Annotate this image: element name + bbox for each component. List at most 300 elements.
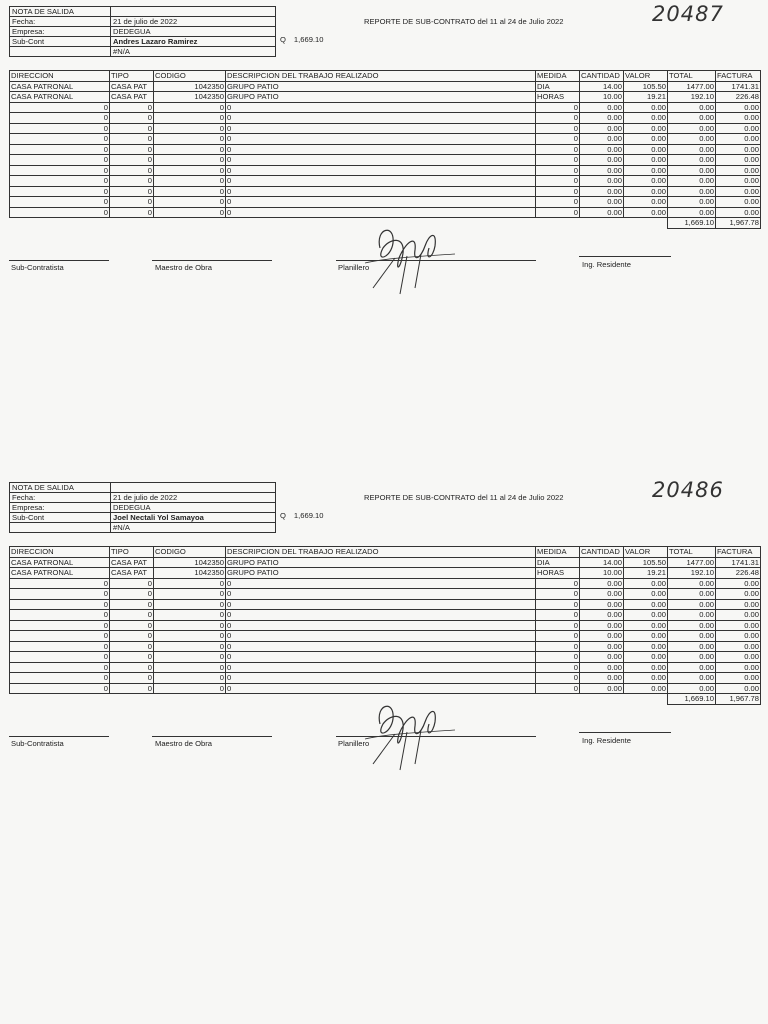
table-cell: DIA (536, 557, 580, 568)
table-cell: 0 (536, 673, 580, 684)
table-cell: 0.00 (716, 186, 761, 197)
signature-label: Planillero (338, 263, 370, 272)
table-cell: 0 (226, 102, 536, 113)
column-header: DESCRIPCION DEL TRABAJO REALIZADO (226, 547, 536, 558)
table-cell: 0.00 (580, 165, 624, 176)
table-cell: 0 (536, 197, 580, 208)
table-cell: 0.00 (668, 631, 716, 642)
table-cell: 1042350 (154, 568, 226, 579)
work-table (9, 70, 761, 229)
table-cell: 0.00 (624, 197, 668, 208)
table-cell: 0.00 (624, 599, 668, 610)
table-row (10, 631, 761, 642)
table-cell: 0 (154, 589, 226, 600)
table-cell: CASA PAT (110, 81, 154, 92)
table-cell: 0 (536, 578, 580, 589)
table-cell: 0 (10, 620, 110, 631)
table-cell: 0 (226, 186, 536, 197)
table-cell: 0 (10, 599, 110, 610)
table-cell: 0 (110, 662, 154, 673)
header-value: DEDEGUA (111, 503, 276, 513)
table-cell: 0.00 (624, 176, 668, 187)
table-cell: 0 (110, 176, 154, 187)
table-cell: 0.00 (624, 620, 668, 631)
table-cell: 0 (226, 123, 536, 134)
total-sum: 1,669.10 (668, 218, 716, 229)
table-cell: 0 (536, 631, 580, 642)
column-header: FACTURA (716, 71, 761, 82)
table-cell: 0 (154, 197, 226, 208)
table-cell: 0.00 (668, 102, 716, 113)
header-label (10, 47, 111, 57)
header-row (10, 523, 276, 533)
signature-label: Ing. Residente (582, 736, 631, 745)
table-cell: 0.00 (580, 662, 624, 673)
signature-line (152, 736, 272, 737)
table-cell: 0.00 (624, 186, 668, 197)
table-cell: 0.00 (668, 599, 716, 610)
table-cell: 0.00 (668, 620, 716, 631)
table-cell: 0 (110, 144, 154, 155)
signature-label: Sub-Contratista (11, 263, 64, 272)
table-cell: 0 (536, 176, 580, 187)
table-cell: 0.00 (624, 610, 668, 621)
table-cell: 0 (10, 123, 110, 134)
header-label: Empresa: (10, 27, 111, 37)
table-cell: 0.00 (624, 113, 668, 124)
header-value: #N/A (111, 523, 276, 533)
table-cell: 0.00 (580, 134, 624, 145)
column-header: DESCRIPCION DEL TRABAJO REALIZADO (226, 71, 536, 82)
header-value (111, 7, 276, 17)
header-row (10, 47, 276, 57)
table-cell: 192.10 (668, 92, 716, 103)
table-cell: 0.00 (580, 641, 624, 652)
table-cell: CASA PAT (110, 92, 154, 103)
table-cell: 0 (10, 631, 110, 642)
table-row (10, 165, 761, 176)
table-row (10, 186, 761, 197)
table-cell: 0 (536, 123, 580, 134)
table-cell: 0.00 (716, 102, 761, 113)
table-cell: 0 (536, 683, 580, 694)
table-cell: 0 (110, 652, 154, 663)
table-cell: 0 (110, 123, 154, 134)
table-cell: 0 (10, 144, 110, 155)
table-row (10, 113, 761, 124)
table-cell: 0 (110, 155, 154, 166)
table-cell: 0 (110, 102, 154, 113)
table-cell: 0.00 (668, 176, 716, 187)
amount-line (280, 35, 323, 44)
table-cell: 0 (536, 186, 580, 197)
table-cell: 0 (10, 641, 110, 652)
header-label: Sub-Cont (10, 37, 111, 47)
table-cell: 0.00 (668, 610, 716, 621)
header-row (10, 483, 276, 493)
table-cell: 0.00 (580, 186, 624, 197)
table-cell: 14.00 (580, 81, 624, 92)
table-cell: 0 (226, 144, 536, 155)
table-cell: 0 (154, 113, 226, 124)
table-cell: 0 (536, 207, 580, 218)
table-cell: 0 (154, 662, 226, 673)
signature-label: Sub-Contratista (11, 739, 64, 748)
table-cell: 0 (10, 134, 110, 145)
signature-line (152, 260, 272, 261)
signature-label: Ing. Residente (582, 260, 631, 269)
table-cell: 0.00 (668, 144, 716, 155)
table-cell: 0 (226, 155, 536, 166)
table-cell: 0 (110, 186, 154, 197)
column-header: TIPO (110, 547, 154, 558)
table-cell: 0 (226, 197, 536, 208)
table-cell: 0.00 (624, 123, 668, 134)
column-header: MEDIDA (536, 547, 580, 558)
table-cell: 0 (10, 578, 110, 589)
table-cell: 0 (226, 652, 536, 663)
table-cell: 0.00 (580, 610, 624, 621)
table-cell: 0 (110, 631, 154, 642)
table-cell: 0 (10, 662, 110, 673)
table-cell: 0 (10, 610, 110, 621)
table-cell: 14.00 (580, 557, 624, 568)
signature-label: Maestro de Obra (155, 739, 212, 748)
table-cell: 0 (10, 186, 110, 197)
table-cell: 0.00 (668, 207, 716, 218)
column-header: TOTAL (668, 547, 716, 558)
table-row (10, 578, 761, 589)
header-value: Joel Nectali Yol Samayoa (111, 513, 276, 523)
table-cell: 0 (110, 589, 154, 600)
table-cell: 1042350 (154, 92, 226, 103)
table-cell: 0 (110, 197, 154, 208)
table-cell: 0.00 (716, 641, 761, 652)
table-cell: 0 (536, 641, 580, 652)
table-cell: 0.00 (716, 662, 761, 673)
handwritten-signature (355, 218, 465, 298)
header-label: Sub-Cont (10, 513, 111, 523)
table-cell: 0 (226, 662, 536, 673)
table-cell: 0.00 (716, 599, 761, 610)
column-header: VALOR (624, 547, 668, 558)
column-header: TOTAL (668, 71, 716, 82)
table-row (10, 662, 761, 673)
table-cell: 0 (10, 165, 110, 176)
table-cell: HORAS (536, 92, 580, 103)
table-cell: 0.00 (716, 144, 761, 155)
table-cell: 0.00 (716, 165, 761, 176)
table-cell: CASA PATRONAL (10, 557, 110, 568)
header-value: DEDEGUA (111, 27, 276, 37)
header-label (10, 523, 111, 533)
table-cell: 105.50 (624, 557, 668, 568)
column-header: DIRECCION (10, 71, 110, 82)
column-header: CODIGO (154, 71, 226, 82)
table-cell: 0 (226, 599, 536, 610)
table-row (10, 176, 761, 187)
table-header-row (10, 71, 761, 82)
table-cell: 0 (226, 610, 536, 621)
table-cell: 0 (110, 641, 154, 652)
table-cell: 0.00 (624, 144, 668, 155)
table-cell: CASA PAT (110, 557, 154, 568)
table-cell: 0.00 (716, 113, 761, 124)
table-cell: 0 (226, 683, 536, 694)
table-cell: 0.00 (716, 652, 761, 663)
table-cell: 1477.00 (668, 557, 716, 568)
table-cell: 0.00 (624, 207, 668, 218)
table-cell: 0.00 (716, 589, 761, 600)
column-header: CODIGO (154, 547, 226, 558)
table-cell: 0 (536, 144, 580, 155)
table-cell: 10.00 (580, 92, 624, 103)
table-cell: 0 (10, 673, 110, 684)
table-cell: 192.10 (668, 568, 716, 579)
table-cell: 0.00 (716, 673, 761, 684)
header-label: NOTA DE SALIDA (10, 483, 111, 493)
table-cell: 0 (154, 134, 226, 145)
table-row (10, 81, 761, 92)
header-row (10, 27, 276, 37)
table-cell: 0.00 (668, 165, 716, 176)
table-cell: 0 (226, 620, 536, 631)
handwritten-signature (355, 694, 465, 774)
table-cell: 0.00 (580, 652, 624, 663)
table-cell: 1042350 (154, 557, 226, 568)
table-cell: 0 (10, 589, 110, 600)
factura-sum: 1,967.78 (716, 694, 761, 705)
table-cell: 19.21 (624, 92, 668, 103)
table-cell: GRUPO PATIO (226, 557, 536, 568)
table-cell: 0 (536, 155, 580, 166)
table-cell: 0 (154, 599, 226, 610)
header-value: 21 de julio de 2022 (111, 493, 276, 503)
table-cell: 0.00 (716, 176, 761, 187)
table-cell: 0 (536, 589, 580, 600)
table-cell: 0.00 (624, 662, 668, 673)
table-cell: 0 (536, 662, 580, 673)
table-cell: 0.00 (580, 207, 624, 218)
column-header: CANTIDAD (580, 547, 624, 558)
table-cell: 0.00 (668, 673, 716, 684)
table-cell: 0 (226, 631, 536, 642)
header-value: #N/A (111, 47, 276, 57)
table-cell: 0 (226, 578, 536, 589)
table-cell: 0.00 (580, 683, 624, 694)
table-cell: 0 (110, 113, 154, 124)
total-sum: 1,669.10 (668, 694, 716, 705)
table-cell: 0 (226, 165, 536, 176)
header-block (9, 6, 276, 57)
header-label: Fecha: (10, 493, 111, 503)
table-cell: 0 (226, 673, 536, 684)
table-cell: 0.00 (716, 631, 761, 642)
table-cell: 0 (110, 134, 154, 145)
table-cell: 0 (536, 134, 580, 145)
table-cell: 0 (536, 165, 580, 176)
table-cell: 0.00 (668, 155, 716, 166)
table-cell: 0.00 (668, 683, 716, 694)
amount-line (280, 511, 323, 520)
table-cell: 0.00 (716, 197, 761, 208)
table-cell: 10.00 (580, 568, 624, 579)
column-header: DIRECCION (10, 547, 110, 558)
table-cell: 0 (110, 683, 154, 694)
table-cell: 0.00 (580, 673, 624, 684)
table-cell: 0.00 (668, 589, 716, 600)
table-cell: 0 (154, 165, 226, 176)
header-value (111, 483, 276, 493)
table-cell: 0 (10, 176, 110, 187)
table-cell: 0.00 (580, 589, 624, 600)
table-cell: 0 (536, 610, 580, 621)
table-row (10, 620, 761, 631)
table-cell: 0 (154, 186, 226, 197)
table-cell: 226.48 (716, 568, 761, 579)
table-cell: 0 (226, 134, 536, 145)
table-cell: 0 (154, 155, 226, 166)
table-row (10, 589, 761, 600)
table-cell: 0.00 (624, 578, 668, 589)
table-cell: 0.00 (668, 578, 716, 589)
table-cell: 0.00 (716, 620, 761, 631)
table-cell: 0.00 (668, 641, 716, 652)
handwritten-number: 20487 (652, 2, 724, 26)
table-cell: 0.00 (716, 134, 761, 145)
header-value: Andres Lazaro Ramirez (111, 37, 276, 47)
table-cell: 0 (10, 155, 110, 166)
table-cell: 0 (10, 113, 110, 124)
header-row (10, 7, 276, 17)
header-value: 21 de julio de 2022 (111, 17, 276, 27)
table-cell: 0 (10, 652, 110, 663)
signature-label: Maestro de Obra (155, 263, 212, 272)
table-row (10, 557, 761, 568)
table-cell: 19.21 (624, 568, 668, 579)
table-cell: GRUPO PATIO (226, 81, 536, 92)
table-cell: 0 (110, 599, 154, 610)
table-cell: 0 (536, 102, 580, 113)
table-cell: 0 (110, 165, 154, 176)
table-cell: 0 (154, 673, 226, 684)
header-row (10, 503, 276, 513)
currency-symbol: Q (280, 511, 286, 520)
table-cell: 0 (154, 102, 226, 113)
table-cell: CASA PATRONAL (10, 92, 110, 103)
table-cell: CASA PATRONAL (10, 81, 110, 92)
table-cell: 0 (154, 620, 226, 631)
table-cell: 0.00 (716, 123, 761, 134)
signature-line (9, 260, 109, 261)
table-cell: 0.00 (580, 102, 624, 113)
table-cell: 0 (110, 620, 154, 631)
table-cell: 0.00 (668, 113, 716, 124)
table-cell: 226.48 (716, 92, 761, 103)
table-cell: 0.00 (668, 662, 716, 673)
table-cell: 0.00 (624, 652, 668, 663)
table-cell: 0 (110, 207, 154, 218)
table-cell: 0.00 (624, 631, 668, 642)
table-cell: 0 (226, 113, 536, 124)
table-row (10, 683, 761, 694)
column-header: VALOR (624, 71, 668, 82)
table-cell: 0 (154, 578, 226, 589)
table-cell: 0 (110, 610, 154, 621)
report-sheet (0, 0, 768, 330)
table-row (10, 673, 761, 684)
table-row (10, 92, 761, 103)
table-cell: 0.00 (624, 641, 668, 652)
table-row (10, 197, 761, 208)
table-cell: 0.00 (624, 683, 668, 694)
table-cell: DIA (536, 81, 580, 92)
table-cell: CASA PAT (110, 568, 154, 579)
table-cell: 0.00 (580, 113, 624, 124)
table-cell: 0 (154, 683, 226, 694)
table-row (10, 123, 761, 134)
table-cell: 0.00 (624, 102, 668, 113)
column-header: FACTURA (716, 547, 761, 558)
table-cell: 0 (536, 620, 580, 631)
table-cell: GRUPO PATIO (226, 568, 536, 579)
table-cell: 0 (226, 207, 536, 218)
table-cell: 0 (154, 207, 226, 218)
table-row (10, 641, 761, 652)
table-cell: 0.00 (716, 207, 761, 218)
table-cell: 0 (10, 683, 110, 694)
table-cell: 0.00 (580, 631, 624, 642)
table-cell: 0.00 (668, 186, 716, 197)
table-cell: 0.00 (668, 652, 716, 663)
signature-line (579, 732, 671, 733)
table-cell: CASA PATRONAL (10, 568, 110, 579)
column-header: TIPO (110, 71, 154, 82)
work-table (9, 546, 761, 705)
table-cell: 0.00 (716, 610, 761, 621)
table-cell: 0.00 (580, 620, 624, 631)
report-title: REPORTE DE SUB-CONTRATO del 11 al 24 de Julio 2022 (364, 493, 564, 502)
table-cell: 0.00 (716, 578, 761, 589)
table-row (10, 568, 761, 579)
table-cell: 0.00 (624, 134, 668, 145)
table-cell: 0.00 (624, 673, 668, 684)
column-header: MEDIDA (536, 71, 580, 82)
table-cell: 1042350 (154, 81, 226, 92)
table-cell: 1741.31 (716, 557, 761, 568)
table-cell: 0 (154, 652, 226, 663)
table-cell: 0.00 (716, 155, 761, 166)
table-cell: 0 (10, 197, 110, 208)
table-cell: 0 (536, 599, 580, 610)
report-title: REPORTE DE SUB-CONTRATO del 11 al 24 de Julio 2022 (364, 17, 564, 26)
signature-line (9, 736, 109, 737)
report-sheet (0, 476, 768, 806)
currency-symbol: Q (280, 35, 286, 44)
table-cell: 0.00 (580, 155, 624, 166)
table-cell: 0.00 (580, 123, 624, 134)
factura-sum: 1,967.78 (716, 218, 761, 229)
table-cell: 0.00 (624, 589, 668, 600)
table-cell: 0 (154, 610, 226, 621)
table-cell: 105.50 (624, 81, 668, 92)
table-row (10, 652, 761, 663)
table-cell: 0 (154, 123, 226, 134)
table-row (10, 207, 761, 218)
table-cell: 0.00 (580, 197, 624, 208)
table-cell: 0.00 (580, 176, 624, 187)
table-cell: 0.00 (580, 578, 624, 589)
